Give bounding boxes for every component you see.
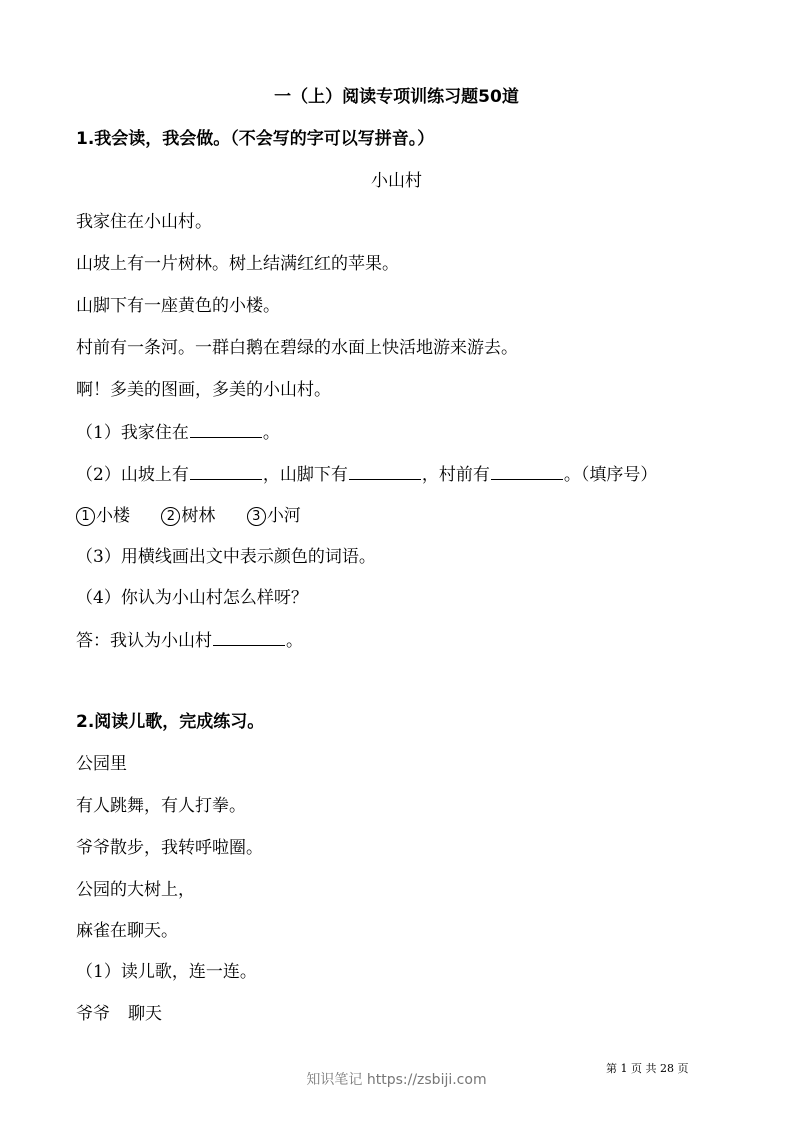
- q2-sub1: （1）读儿歌，连一连。: [76, 962, 257, 982]
- q1-sub2: [76, 463, 657, 486]
- q1-sub3: （3）用横线画出文中表示颜色的词语。: [76, 547, 376, 567]
- question-1-heading: 1.我会读，我会做。（不会写的字可以写拼音。）: [76, 129, 435, 149]
- answer-blank[interactable]: [190, 463, 262, 480]
- q2-match-row: [76, 1003, 162, 1025]
- match-right-item[interactable]: 聊天: [128, 1004, 162, 1024]
- poem-line-1: 公园里: [76, 754, 127, 774]
- page-title: 一（上）阅读专项训练习题50道: [274, 87, 519, 107]
- page-number: 第 1 页 共 28 页: [606, 1062, 689, 1075]
- circled-number: 2: [161, 507, 180, 526]
- option-text: 小楼: [96, 506, 130, 526]
- q1-sub2-text-a: （2）山坡上有: [76, 465, 189, 485]
- answer-blank[interactable]: [190, 421, 262, 438]
- match-left-item[interactable]: 爷爷: [76, 1004, 110, 1024]
- q1-sub2-text-d: 。（填序号）: [563, 465, 658, 485]
- q1-answer-end: 。: [286, 631, 303, 651]
- option-2: [161, 506, 215, 526]
- poem-line-2: 有人跳舞，有人打拳。: [76, 796, 246, 816]
- answer-blank[interactable]: [491, 463, 563, 480]
- poem-line-3: 爷爷散步，我转呼啦圈。: [76, 838, 263, 858]
- passage-title: 小山村: [371, 171, 422, 191]
- passage-line-3: 山脚下有一座黄色的小楼。: [76, 296, 280, 316]
- passage-line-5: 啊！多美的图画，多美的小山村。: [76, 380, 331, 400]
- option-1: [76, 506, 130, 526]
- q1-answer: [76, 629, 303, 652]
- watermark: 知识笔记 https://zsbiji.com: [306, 1072, 487, 1088]
- answer-blank[interactable]: [349, 463, 421, 480]
- poem-line-5: 麻雀在聊天。: [76, 921, 178, 941]
- q1-sub1-text: （1）我家住在: [76, 423, 189, 443]
- q1-sub4: （4）你认为小山村怎么样呀？: [76, 588, 308, 608]
- q1-sub1: [76, 421, 280, 444]
- q1-sub1-end: 。: [262, 423, 280, 443]
- answer-blank[interactable]: [213, 629, 285, 646]
- option-text: 小河: [266, 506, 301, 526]
- poem-line-4: 公园的大树上，: [76, 880, 195, 900]
- passage-line-1: 我家住在小山村。: [76, 212, 212, 232]
- q1-answer-text: 答：我认为小山村: [76, 631, 212, 651]
- passage-line-4: 村前有一条河。一群白鹅在碧绿的水面上快活地游来游去。: [76, 338, 518, 358]
- q1-sub2-text-c: ，村前有: [421, 465, 490, 485]
- question-2-heading: 2.阅读儿歌，完成练习。: [76, 712, 265, 732]
- passage-line-2: 山坡上有一片树林。树上结满红红的苹果。: [76, 254, 399, 274]
- option-3: [247, 506, 301, 526]
- circled-number: 1: [76, 507, 95, 526]
- circled-number: 3: [247, 507, 266, 526]
- q1-sub2-text-b: ，山脚下有: [262, 465, 348, 485]
- q1-options: [76, 505, 327, 527]
- option-text: 树林: [181, 506, 216, 526]
